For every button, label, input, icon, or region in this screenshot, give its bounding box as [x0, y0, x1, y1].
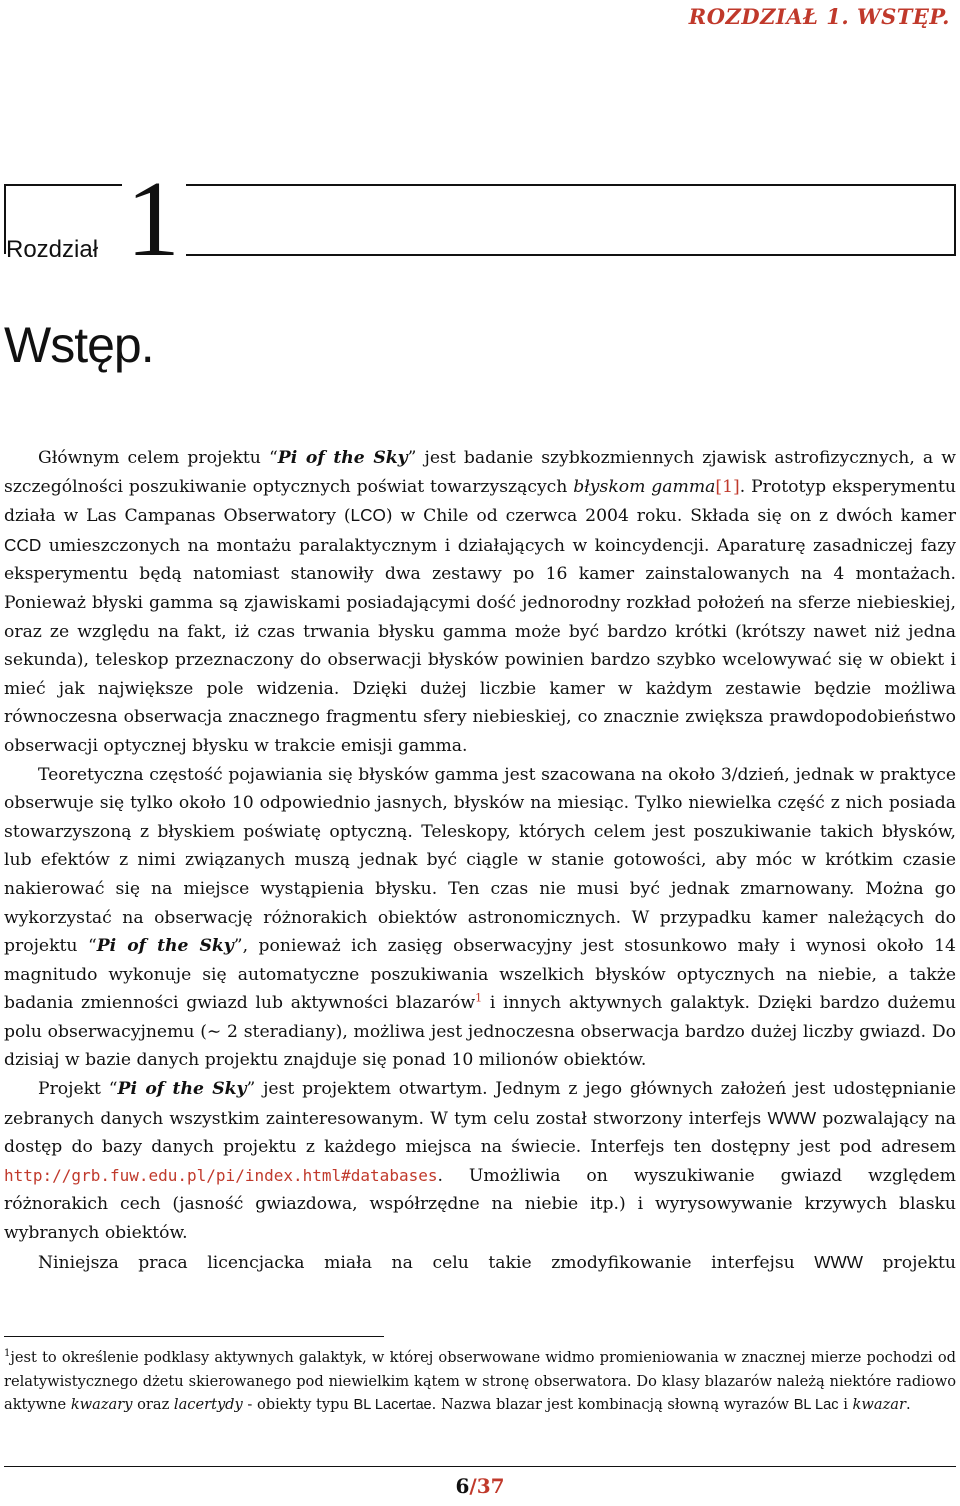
paragraph: Niniejsza praca licencjacka miała na celu takie zmodyfikowanie interfejsu WWW projektu — [38, 1251, 956, 1273]
footer-divider — [4, 1466, 956, 1467]
chapter-number: 1 — [126, 160, 180, 279]
chapter-label: Rozdział — [6, 236, 99, 263]
footnote-divider — [4, 1336, 384, 1337]
footnote: $^1$jest to określenie podklasy aktywnych galaktyk, w której obserwowane widmo promieniowania w znacznej mierze pochodzi od relatywistycznego dżetu skierowanego pod niewielkim kątem w stronę obserwatora. Do klasy blazarów należą niektóre radiowo aktywne kwazary oraz lacertydy - obiekty typu BL Lacertae. Nazwa blazar jest kombinacją słowną wyrazów BL Lac i kwazar. — [4, 1348, 956, 1414]
running-header: ROZDZIAŁ 1. WSTĘP. — [688, 4, 950, 29]
chapter-frame-line — [954, 184, 956, 254]
chapter-frame-line — [186, 254, 956, 256]
chapter-title: Wstęp. — [4, 317, 154, 373]
page-number: 6/37 — [455, 1474, 505, 1498]
paragraph: Głównym celem projektu “Pi of the Sky” jest badanie szybkozmiennych zjawisk astrofizycznych, a w szczególności poszukiwanie optycznych poświat towarzyszących błyskom gamma[1]. Prototyp eksperymentu działa w Las Campanas Obserwatory (LCO) w Chile od czerwca 2004 roku. Składa się on z dwóch kamer CCD umieszczonych na montażu paralaktycznym i działających w koincydencji. Aparaturę zasadniczej fazy eksperymentu będą natomiast stanowiły dwa zestawy po 16 kamer zainstalowanych na 4 montażach. Ponieważ błyski gamma są zjawiskami posiadającymi dość jednorodny rozkład położeń na sferze niebieskiej, oraz ze względu na fakt, iż czas trwania błysku gamma może być bardzo krótki (krótszy nawet niż jedna sekunda), teleskop przeznaczony do obserwacji błysków powinien bardzo szybko wcelowywać się w obiekt i mieć jak największe pole widzenia. Dzięki dużej liczbie kamer w każdym zestawie będzie możliwa równoczesna obserwacja znacznego fragmentu sfery niebieskiej, co znacznie zwiększa prawdopodobieństwo obserwacji optycznej błysku w trakcie emisji gamma. — [4, 448, 957, 756]
paragraph: Teoretyczna częstość pojawiania się błysków gamma jest szacowana na około 3/dzień, jednak w praktyce obserwuje się tylko około 10 odpowiednio jasnych, błysków na miesiąc. Tylko niewielka część z nich posiada stowarzyszoną z błyskiem poświatę optyczną. Teleskopy, których celem jest poszukiwanie takich błysków, lub efektów z nimi związanych muszą jednak być ciągle w stanie gotowości, aby móc w krótkim czasie nakierować się na miejsce wystąpienia błysku. Ten czas nie musi być jednak zmarnowany. Można go wykorzystać na obserwację różnorakich obiektów astronomicznych. W przypadku kamer należących do projektu “Pi of the Sky”, ponieważ ich zasięg obserwacyjny jest stosunkowo mały i wynosi około 14 magnitudo wykonuje się automatyczne poszukiwania wszelkich błysków optycznych na niebie, a także badania zmienności gwiazd lub aktywności blazarów$^1$ i innych aktywnych galaktyk. Dzięki bardzo dużemu polu obserwacyjnemu (∼ 2 steradiany), możliwa jest jednoczesna obserwacja bardzo dużej liczby gwiazd. Do dzisiaj w bazie danych projektu znajduje się ponad 10 milionów obiektów. — [4, 764, 957, 1071]
project-name: Pi of the Sky — [96, 936, 234, 957]
body-text — [4, 444, 956, 1277]
project-name: Pi of the Sky — [117, 1079, 247, 1100]
chapter-frame-line — [186, 184, 956, 186]
footnote-link[interactable]: 1 — [475, 991, 483, 1005]
citation-link[interactable]: [1] — [715, 476, 740, 497]
chapter-frame-line — [4, 184, 122, 186]
footnote-mark: 1 — [4, 1348, 11, 1360]
chapter-heading — [0, 160, 960, 296]
project-name: Pi of the Sky — [277, 448, 408, 468]
paragraph: Projekt “Pi of the Sky” jest projektem otwartym. Jednym z jego głównych założeń jest udostępnianie zebranych danych wszystkim zainteresowanym. W tym celu został stworzony interfejs WWW pozwalający na dostęp do bazy danych projektu z każdego miejsca na świecie. Interfejs ten dostępny jest pod adresem http://grb.fuw.edu.pl/pi/index.html#databases. Umożliwia on wyszukiwanie gwiazd względem różnorakich cech (jasność gwiazdowa, współrzędne na niebie itp.) i wyrysowywanie krzywych blasku wybranych obiektów. — [4, 1079, 957, 1244]
database-url-link[interactable]: http://grb.fuw.edu.pl/pi/index.html#databases — [4, 1165, 438, 1185]
